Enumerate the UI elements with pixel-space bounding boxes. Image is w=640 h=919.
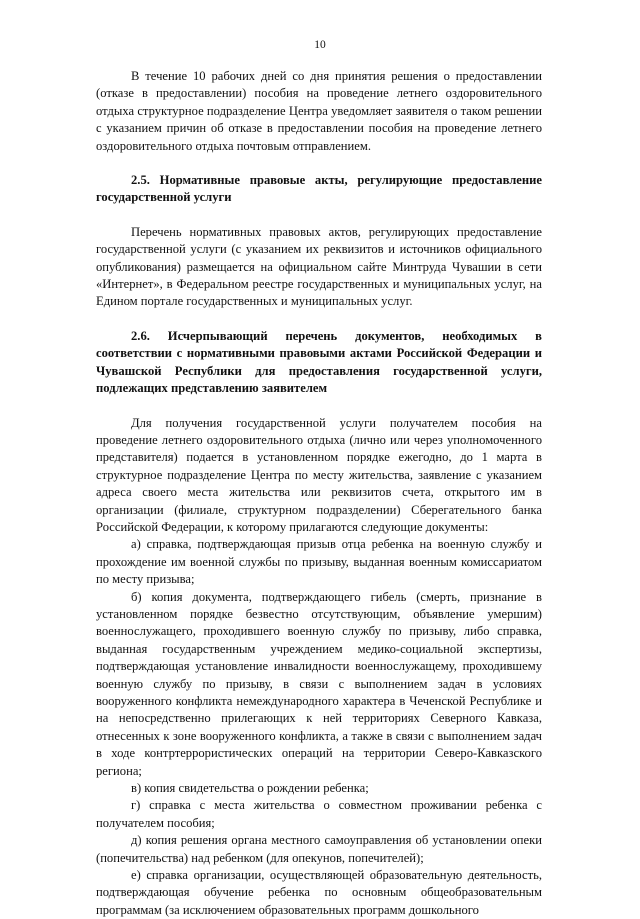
section-heading-2-5: 2.5. Нормативные правовые акты, регулирующие предоставление государственной услуги (96, 173, 542, 205)
list-item-g: г) справка с места жительства о совместном проживании ребенка с получателем пособия; (96, 798, 542, 830)
list-item-b: б) копия документа, подтверждающего гибель (смерть, признание в установленном порядке безвестно отсутствующим, объявление умершим) военнослужащего, проходившего военную службу по призыву, либо справка, выданная государственным учреждением медико-социальной экспертизы, подтверждающая установление инвалидности военнослужащему, проходившему военную службу по призыву, в связи с выполнением задач в условиях вооруженного конфликта немеждународного характера в Чеченской Республике и на непосредственно прилегающих к ней территориях Северного Кавказа, отнесенных к зоне вооруженного конфликта, а также в связи с выполнением задач в ходе контртеррористических операций на территории Северо-Кавказского региона; (96, 589, 542, 778)
list-item-e: е) справка организации, осуществляющей образовательную деятельность, подтверждающая обучение ребенка по основным общеобразовательным программам (за исключением образовательных программ дошкольного (96, 868, 542, 917)
document-body (96, 68, 542, 919)
page-number: 10 (314, 39, 326, 51)
paragraph-normative-acts: Перечень нормативных правовых актов, регулирующих предоставление государственной услуги (с указанием их реквизитов и источников официального опубликования) размещается на официальном сайте Минтруда Чувашии в сети «Интернет», в Федеральном реестре государственных и муниципальных услуг, на Едином портале государственных и муниципальных услуг. (96, 224, 542, 309)
paragraph-notification: В течение 10 рабочих дней со дня принятия решения о предоставлении (отказе в предоставлении) пособия на проведение летнего оздоровительного отдыха структурное подразделение Центра уведомляет заявителя о таком решении с указанием причин об отказе в предоставлении пособия на проведение летнего оздоровительного отдыха почтовым отправлением. (96, 69, 542, 153)
section-heading-2-6: 2.6. Исчерпывающий перечень документов, необходимых в соответствии с нормативными правовыми актами Российской Федерации и Чувашской Республики для предоставления государственной услуги, подлежащих представлению заявителем (96, 328, 542, 396)
list-item-v: в) копия свидетельства о рождении ребенка; (131, 781, 369, 796)
paragraph-documents-intro: Для получения государственной услуги получателем пособия на проведение летнего оздоровительного отдыха (лично или через уполномоченного представителя) подается в установленном порядке ежегодно, до 1 марта в структурное подразделение Центра по месту жительства, заявление с указанием адреса своего места жительства или реквизитов счета, открытого им в организации (филиале, структурном подразделении) Сберегательного банка Российской Федерации, к которому прилагаются следующие документы: (96, 415, 542, 534)
list-item-a: а) справка, подтверждающая призыв отца ребенка на военную службу и прохождение им военной службы по призыву, выданная военным комиссариатом по месту призыва; (96, 537, 542, 587)
list-item-d: д) копия решения органа местного самоуправления об установлении опеки (попечительства) над ребенком (для опекунов, попечителей); (96, 833, 542, 865)
